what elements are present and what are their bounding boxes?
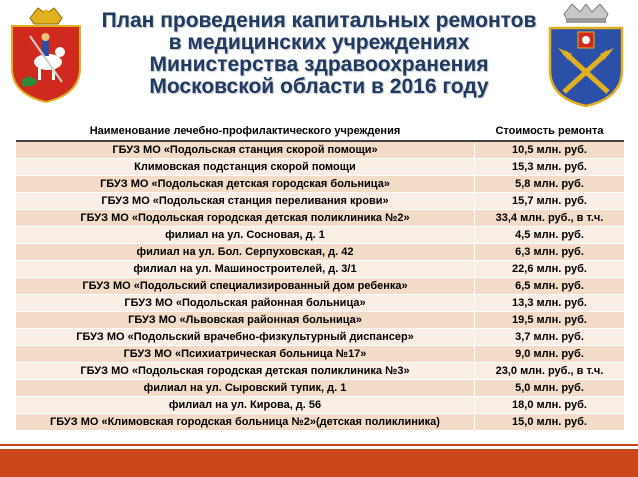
- table-row: [16, 295, 624, 312]
- title-line-4: Московской области в 2016 году: [149, 75, 489, 98]
- institution-name-cell: Климовская подстанция скорой помощи: [16, 159, 475, 176]
- title-line-3: Министерства здравоохранения: [149, 53, 489, 76]
- table-row: [16, 193, 624, 210]
- institution-name-cell: филиал на ул. Кирова, д. 56: [16, 397, 475, 414]
- header-name: Наименование лечебно-профилактического учреждения: [16, 122, 475, 141]
- table-body: [16, 141, 624, 431]
- table-row: [16, 278, 624, 295]
- bottom-accent-bar: [0, 449, 638, 477]
- institution-name-cell: ГБУЗ МО «Подольская детская городская больница»: [16, 176, 475, 193]
- repair-cost-cell: 15,3 млн. руб.: [475, 159, 625, 176]
- table-row: [16, 244, 624, 261]
- institution-name-cell: ГБУЗ МО «Подольская городская детская поликлиника №2»: [16, 210, 475, 227]
- institution-name-cell: ГБУЗ МО «Психиатрическая больница №17»: [16, 346, 475, 363]
- institution-name-cell: ГБУЗ МО «Климовская городская больница №2»(детская поликлиника): [16, 414, 475, 431]
- table-row: [16, 141, 624, 159]
- repair-cost-cell: 6,5 млн. руб.: [475, 278, 625, 295]
- repair-cost-cell: 15,7 млн. руб.: [475, 193, 625, 210]
- institution-name-cell: филиал на ул. Сосновая, д. 1: [16, 227, 475, 244]
- table-row: [16, 176, 624, 193]
- table-row: [16, 227, 624, 244]
- table-row: [16, 397, 624, 414]
- repair-cost-cell: 4,5 млн. руб.: [475, 227, 625, 244]
- table-row: [16, 346, 624, 363]
- repair-cost-cell: 5,8 млн. руб.: [475, 176, 625, 193]
- bottom-divider: [0, 444, 638, 446]
- repair-cost-cell: 19,5 млн. руб.: [475, 312, 625, 329]
- institution-name-cell: филиал на ул. Машиностроителей, д. 3/1: [16, 261, 475, 278]
- institution-name-cell: филиал на ул. Сыровский тупик, д. 1: [16, 380, 475, 397]
- page-title: [92, 10, 546, 98]
- table-header-row: [16, 122, 624, 141]
- table-row: [16, 312, 624, 329]
- repair-cost-cell: 5,0 млн. руб.: [475, 380, 625, 397]
- repair-cost-cell: 3,7 млн. руб.: [475, 329, 625, 346]
- table-row: [16, 210, 624, 227]
- institution-name-cell: филиал на ул. Бол. Серпуховская, д. 42: [16, 244, 475, 261]
- institution-name-cell: ГБУЗ МО «Подольская районная больница»: [16, 295, 475, 312]
- repair-cost-cell: 33,4 млн. руб., в т.ч.: [475, 210, 625, 227]
- repair-cost-cell: 13,3 млн. руб.: [475, 295, 625, 312]
- moscow-oblast-coat-of-arms-icon: [8, 6, 84, 104]
- institution-name-cell: ГБУЗ МО «Подольская станция скорой помощи»: [16, 141, 475, 159]
- table-row: [16, 380, 624, 397]
- table-row: [16, 159, 624, 176]
- table-row: [16, 363, 624, 380]
- repair-cost-cell: 18,0 млн. руб.: [475, 397, 625, 414]
- repair-cost-cell: 22,6 млн. руб.: [475, 261, 625, 278]
- repair-cost-cell: 10,5 млн. руб.: [475, 141, 625, 159]
- table-row: [16, 414, 624, 431]
- table-row: [16, 329, 624, 346]
- header-cost: Стоимость ремонта: [475, 122, 625, 141]
- title-line-1: План проведения капитальных ремонтов: [101, 9, 537, 32]
- institution-name-cell: ГБУЗ МО «Подольская городская детская поликлиника №3»: [16, 363, 475, 380]
- title-line-2: в медицинских учреждениях: [168, 31, 470, 54]
- institution-name-cell: ГБУЗ МО «Львовская районная больница»: [16, 312, 475, 329]
- repair-cost-cell: 9,0 млн. руб.: [475, 346, 625, 363]
- repair-cost-cell: 15,0 млн. руб.: [475, 414, 625, 431]
- table-row: [16, 261, 624, 278]
- repair-cost-cell: 23,0 млн. руб., в т.ч.: [475, 363, 625, 380]
- repairs-table: [16, 122, 624, 431]
- institution-name-cell: ГБУЗ МО «Подольский специализированный дом ребенка»: [16, 278, 475, 295]
- repair-cost-cell: 6,3 млн. руб.: [475, 244, 625, 261]
- institution-name-cell: ГБУЗ МО «Подольский врачебно-физкультурный диспансер»: [16, 329, 475, 346]
- podolsk-coat-of-arms-icon: [544, 4, 628, 108]
- institution-name-cell: ГБУЗ МО «Подольская станция переливания крови»: [16, 193, 475, 210]
